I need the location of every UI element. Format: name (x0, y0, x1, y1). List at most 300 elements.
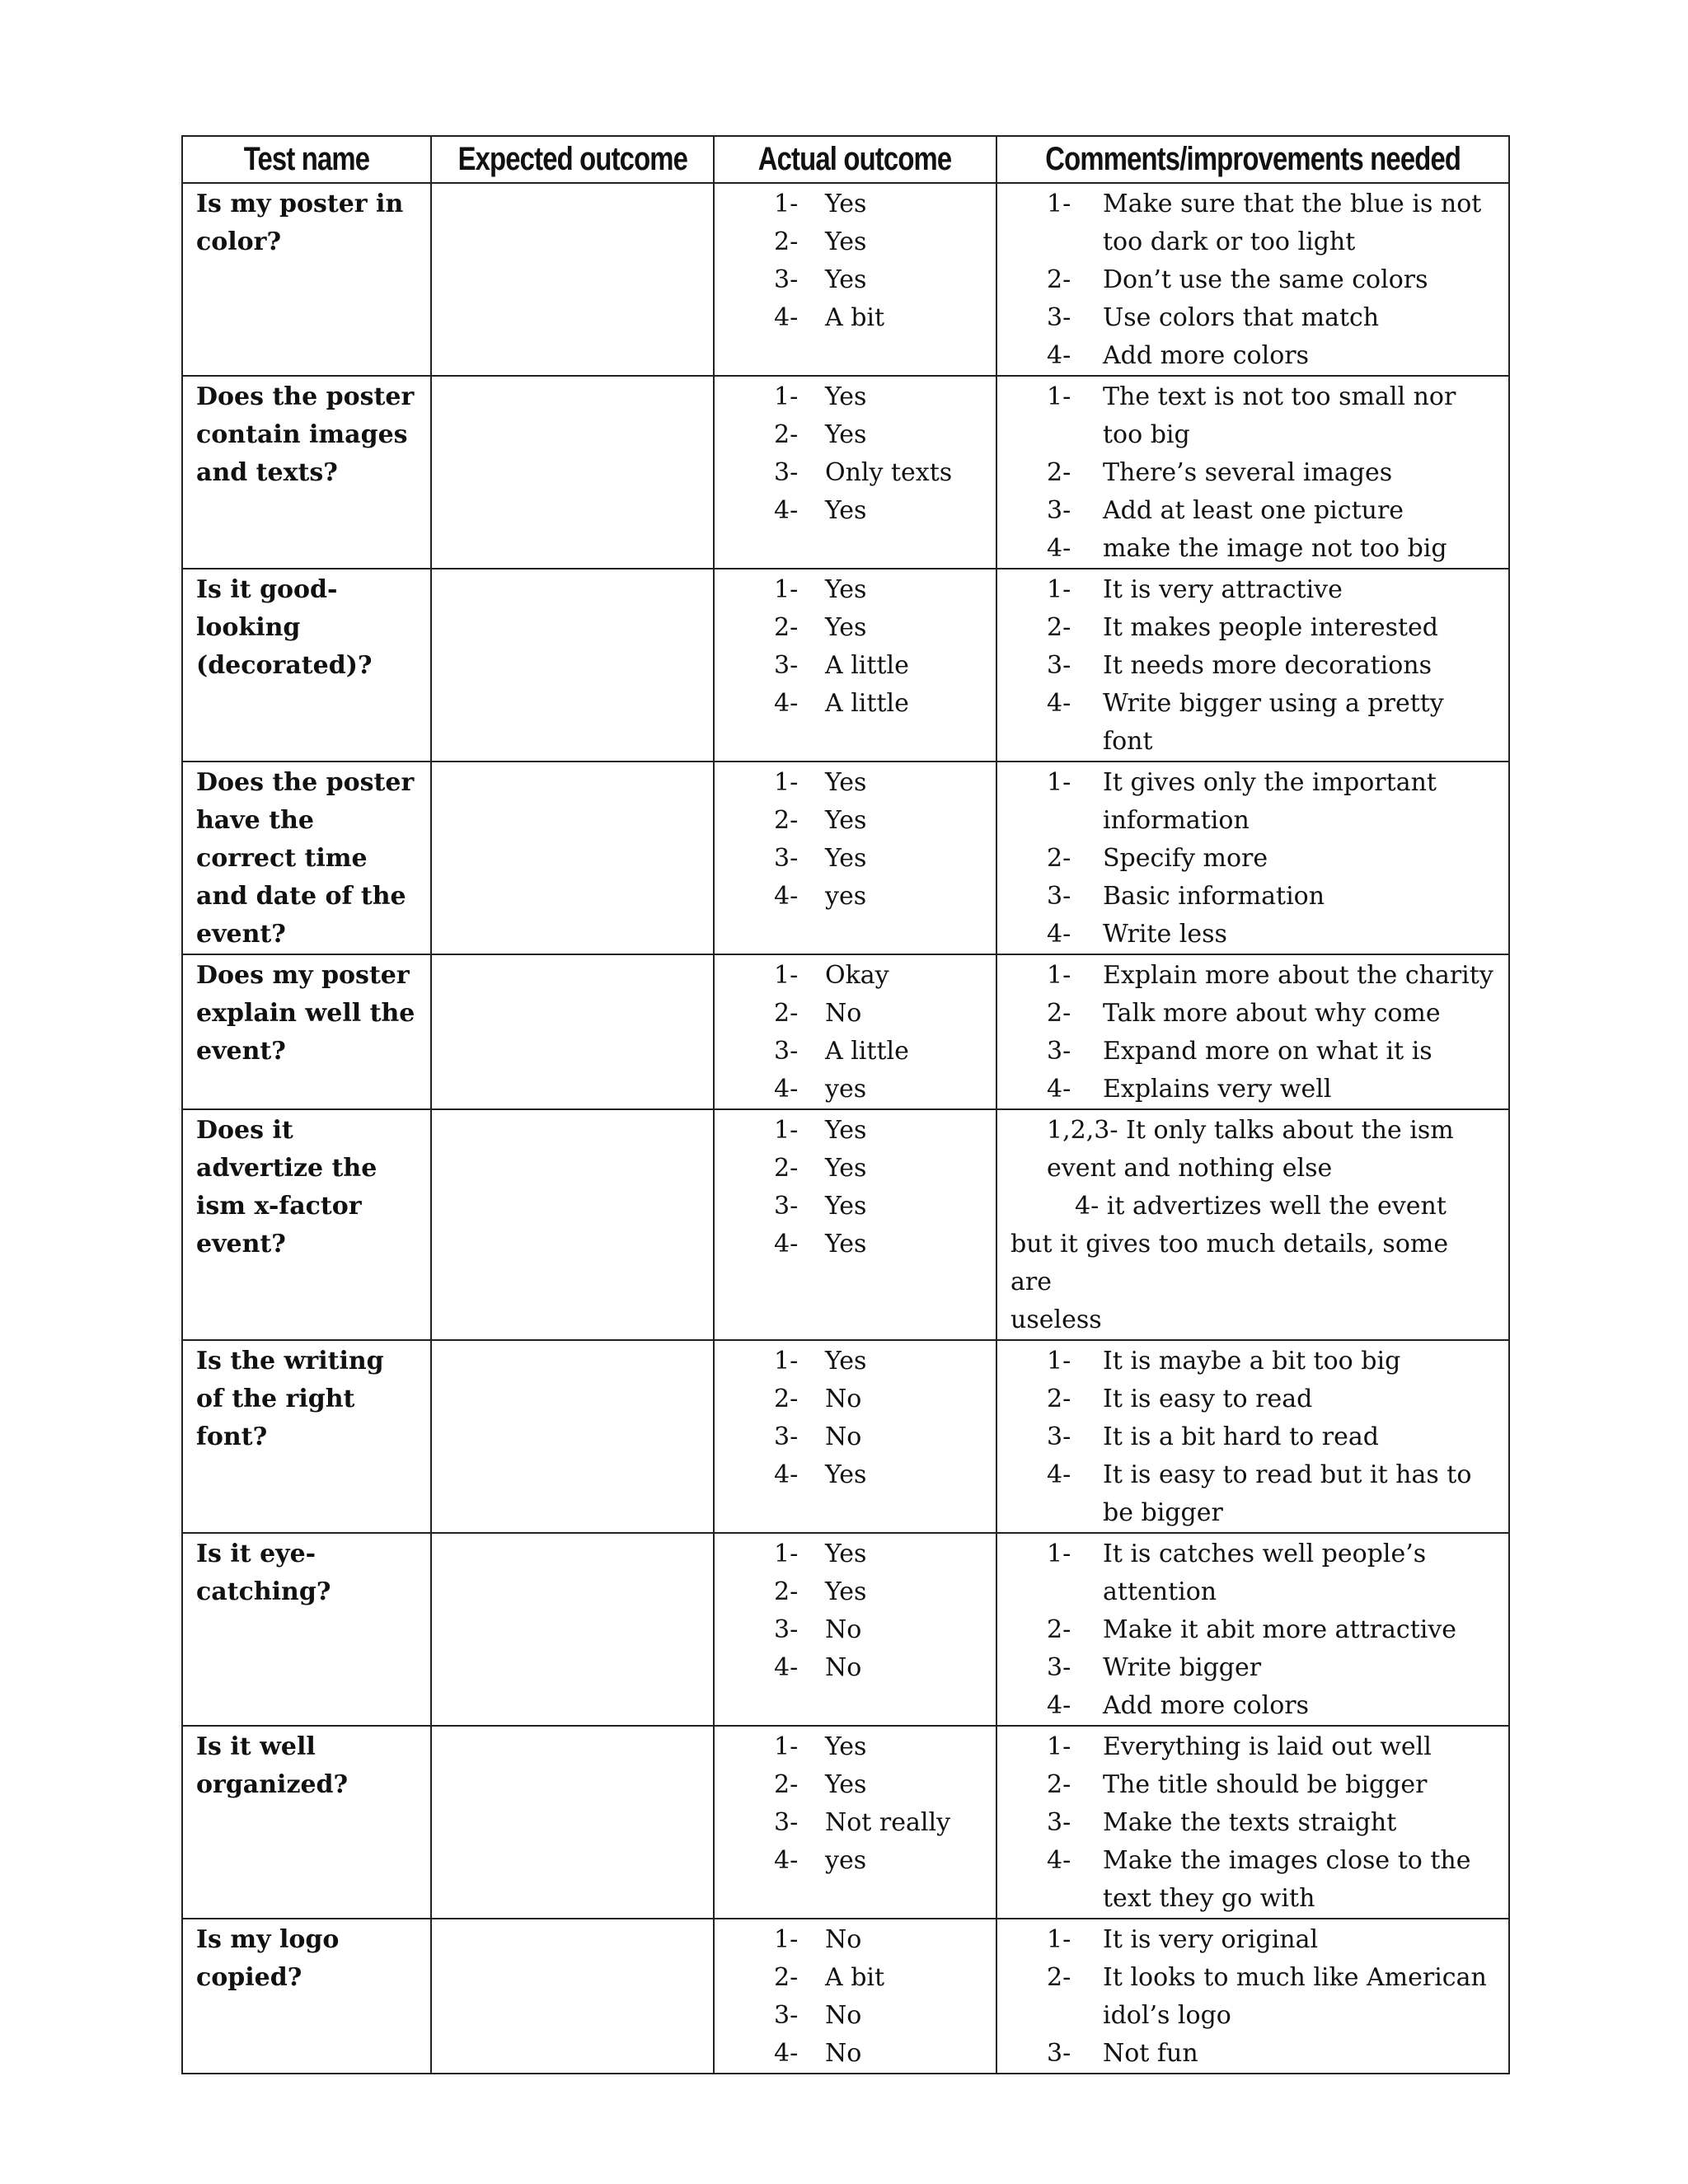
header-comments: Comments/improvements needed (996, 136, 1509, 183)
item-number: 1- (1047, 1540, 1071, 1568)
item-text: Yes (825, 420, 867, 449)
expected-outcome-cell (431, 1109, 714, 1340)
item-number: 4- (1047, 1460, 1071, 1489)
item-number: 4- (1047, 534, 1071, 563)
item-text: Talk more about why come (1103, 999, 1441, 1028)
comments-cell (996, 183, 1509, 376)
test-name-cell: Is my poster in color? (182, 183, 431, 376)
actual-outcome-cell (714, 762, 996, 954)
list-item (997, 261, 1493, 299)
item-number: 4- (1047, 920, 1071, 949)
actual-outcome-list (774, 957, 995, 1108)
list-item (774, 1804, 995, 1842)
item-number: 2- (1047, 1615, 1071, 1644)
item-number: 4- (774, 882, 799, 911)
list-item (774, 1343, 995, 1380)
item-number: 3- (774, 651, 799, 680)
table-row (182, 762, 1509, 954)
actual-outcome-list (774, 1535, 995, 1687)
list-item (774, 1959, 995, 1997)
table-row (182, 569, 1509, 762)
comment-line: 4- it advertizes well the event (1075, 1192, 1447, 1221)
list-item (774, 2035, 995, 2073)
item-text: No (825, 2001, 862, 2030)
item-text: Yes (825, 768, 867, 797)
list-item (997, 1418, 1493, 1456)
item-text: Write bigger using a pretty font (1103, 689, 1444, 756)
item-number: 1- (1047, 382, 1071, 411)
list-item (774, 1380, 995, 1418)
list-item (774, 1033, 995, 1071)
list-item (997, 1380, 1493, 1418)
item-number: 4- (1047, 341, 1071, 370)
item-number: 2- (774, 420, 799, 449)
list-item (997, 957, 1493, 995)
item-text: It is easy to read but it has to be bigger (1103, 1460, 1472, 1527)
list-item (997, 1959, 1493, 2035)
item-text: Everything is laid out well (1103, 1732, 1432, 1761)
list-item (997, 764, 1493, 840)
item-text: It needs more decorations (1103, 651, 1432, 680)
item-text: Basic information (1103, 882, 1325, 911)
item-text: A bit (825, 1963, 885, 1992)
test-results-table (181, 135, 1510, 2074)
list-item (774, 1071, 995, 1108)
item-text: Yes (825, 1732, 867, 1761)
item-text: Add at least one picture (1103, 496, 1404, 525)
item-text: Yes (825, 1577, 867, 1606)
item-number: 1- (774, 1732, 799, 1761)
table-row (182, 1533, 1509, 1726)
item-text: A little (825, 651, 909, 680)
table-row (182, 1919, 1509, 2074)
item-number: 3- (774, 844, 799, 873)
list-item (997, 1687, 1493, 1725)
expected-outcome-cell (431, 1533, 714, 1726)
item-number: 2- (1047, 999, 1071, 1028)
item-number: 3- (774, 1037, 799, 1066)
item-text: Yes (825, 1116, 867, 1145)
item-text: It is very attractive (1103, 575, 1343, 604)
list-item (997, 1611, 1493, 1649)
item-number: 2- (774, 1154, 799, 1183)
list-item (774, 840, 995, 878)
item-number: 2- (774, 227, 799, 256)
item-number: 2- (774, 806, 799, 835)
list-item (997, 571, 1493, 609)
item-text: There’s several images (1103, 458, 1393, 487)
comments-list (997, 1343, 1493, 1532)
item-text: Yes (825, 1230, 867, 1258)
test-name-cell: Is the writing of the right font? (182, 1340, 431, 1533)
comment-line: 1,2,3- It only talks about the ism (1047, 1116, 1454, 1145)
item-text: No (825, 2039, 862, 2068)
test-name-cell: Does the poster contain images and texts? (182, 376, 431, 569)
list-item (997, 1033, 1493, 1071)
list-item (997, 685, 1493, 761)
item-text: Yes (825, 382, 867, 411)
item-number: 1- (774, 575, 799, 604)
item-number: 1- (1047, 961, 1071, 990)
actual-outcome-list (774, 378, 995, 530)
expected-outcome-cell (431, 954, 714, 1109)
item-text: The text is not too small nor too big (1103, 382, 1456, 449)
expected-outcome-cell (431, 1340, 714, 1533)
list-item (774, 609, 995, 647)
list-item (997, 647, 1493, 685)
item-text: It gives only the important information (1103, 768, 1437, 835)
expected-outcome-cell (431, 376, 714, 569)
item-number: 3- (774, 1615, 799, 1644)
list-item (774, 878, 995, 916)
item-number: 4- (774, 1075, 799, 1104)
item-text: It is easy to read (1103, 1385, 1313, 1413)
comments-list (997, 1535, 1493, 1725)
actual-outcome-list (774, 571, 995, 723)
table-row (182, 183, 1509, 376)
actual-outcome-list (774, 1343, 995, 1494)
item-number: 1- (774, 1347, 799, 1376)
item-text: Explains very well (1103, 1075, 1332, 1104)
actual-outcome-cell (714, 1726, 996, 1919)
comments-cell (996, 376, 1509, 569)
list-item (997, 609, 1493, 647)
item-number: 3- (774, 1808, 799, 1837)
list-item (774, 1997, 995, 2035)
actual-outcome-cell (714, 569, 996, 762)
list-item (997, 1842, 1493, 1918)
item-number: 4- (774, 1653, 799, 1682)
comments-cell (996, 1533, 1509, 1726)
header-expected-outcome: Expected outcome (431, 136, 714, 183)
item-number: 1- (774, 190, 799, 218)
list-item (774, 1112, 995, 1150)
expected-outcome-cell (431, 1919, 714, 2074)
item-text: Expand more on what it is (1103, 1037, 1432, 1066)
comment-line: useless (1010, 1305, 1102, 1334)
list-item (997, 995, 1493, 1033)
header-row (182, 136, 1509, 183)
item-number: 3- (1047, 1037, 1071, 1066)
item-text: It is a bit hard to read (1103, 1422, 1379, 1451)
item-text: Yes (825, 265, 867, 294)
item-number: 2- (1047, 1385, 1071, 1413)
list-item (774, 1649, 995, 1687)
item-number: 2- (1047, 613, 1071, 642)
item-text: No (825, 1615, 862, 1644)
item-text: Yes (825, 1540, 867, 1568)
item-text: Use colors that match (1103, 303, 1380, 332)
item-number: 4- (774, 303, 799, 332)
item-number: 2- (1047, 265, 1071, 294)
comments-list (997, 1921, 1493, 2073)
item-text: Make the texts straight (1103, 1808, 1397, 1837)
comment-line: event and nothing else (1047, 1154, 1333, 1183)
item-number: 3- (1047, 1808, 1071, 1837)
item-number: 1- (1047, 1732, 1071, 1761)
item-number: 1- (1047, 190, 1071, 218)
list-item (774, 1456, 995, 1494)
item-text: yes (825, 1075, 867, 1104)
item-text: Don’t use the same colors (1103, 265, 1428, 294)
list-item (774, 802, 995, 840)
comments-cell (996, 954, 1509, 1109)
list-item (774, 185, 995, 223)
list-item (774, 1611, 995, 1649)
list-item (997, 1728, 1493, 1766)
comments-cell (996, 1340, 1509, 1533)
item-number: 3- (1047, 303, 1071, 332)
comments-cell (996, 1109, 1509, 1340)
item-text: Yes (825, 1460, 867, 1489)
item-text: It is catches well people’s attention (1103, 1540, 1427, 1606)
comments-list (997, 185, 1493, 375)
item-number: 2- (774, 1770, 799, 1799)
list-item (774, 995, 995, 1033)
item-text: Yes (825, 844, 867, 873)
item-text: Yes (825, 190, 867, 218)
list-item (774, 1921, 995, 1959)
test-name-cell: Is it eye-catching? (182, 1533, 431, 1726)
comments-list (997, 957, 1493, 1108)
item-text: Write less (1103, 920, 1227, 949)
list-item (997, 454, 1493, 492)
table-row (182, 1340, 1509, 1533)
item-text: yes (825, 882, 867, 911)
item-text: Not really (825, 1808, 951, 1837)
item-number: 4- (774, 1460, 799, 1489)
list-item (774, 454, 995, 492)
actual-outcome-list (774, 764, 995, 916)
list-item (997, 840, 1493, 878)
comment-line: but it gives too much details, some are (1010, 1230, 1449, 1296)
test-name-cell: Does it advertize the ism x-factor event? (182, 1109, 431, 1340)
item-number: 2- (1047, 458, 1071, 487)
item-number: 2- (774, 613, 799, 642)
item-text: Not fun (1103, 2039, 1198, 2068)
item-text: Add more colors (1103, 1691, 1310, 1720)
item-text: Yes (825, 1192, 867, 1221)
item-number: 3- (1047, 496, 1071, 525)
item-text: No (825, 999, 862, 1028)
item-text: It is very original (1103, 1925, 1319, 1954)
item-number: 2- (774, 1577, 799, 1606)
list-item (774, 1766, 995, 1804)
list-item (774, 492, 995, 530)
list-item (997, 878, 1493, 916)
item-text: A little (825, 1037, 909, 1066)
actual-outcome-cell (714, 954, 996, 1109)
list-item (774, 1728, 995, 1766)
list-item (774, 764, 995, 802)
item-text: Yes (825, 613, 867, 642)
item-text: Explain more about the charity (1103, 961, 1493, 990)
list-item (997, 1804, 1493, 1842)
item-number: 1- (1047, 575, 1071, 604)
list-item (997, 1921, 1493, 1959)
actual-outcome-cell (714, 183, 996, 376)
actual-outcome-cell (714, 1109, 996, 1340)
test-name-cell: Does my poster explain well the event? (182, 954, 431, 1109)
actual-outcome-list (774, 185, 995, 337)
item-text: No (825, 1653, 862, 1682)
list-item (997, 1071, 1493, 1108)
item-text: Okay (825, 961, 889, 990)
list-item (997, 1766, 1493, 1804)
header-actual-outcome: Actual outcome (714, 136, 996, 183)
item-text: No (825, 1385, 862, 1413)
item-text: It is maybe a bit too big (1103, 1347, 1401, 1376)
actual-outcome-list (774, 1728, 995, 1880)
actual-outcome-list (774, 1921, 995, 2073)
header-test-name: Test name (182, 136, 431, 183)
table-row (182, 1726, 1509, 1919)
item-number: 4- (1047, 1075, 1071, 1104)
test-name-cell: Is it good-looking (decorated)? (182, 569, 431, 762)
list-item (774, 685, 995, 723)
item-text: yes (825, 1846, 867, 1875)
test-name-cell: Is my logo copied? (182, 1919, 431, 2074)
item-text: Only texts (825, 458, 953, 487)
expected-outcome-cell (431, 569, 714, 762)
list-item (997, 1456, 1493, 1532)
item-text: Make sure that the blue is not too dark or too light (1103, 190, 1482, 256)
list-item (997, 299, 1493, 337)
list-item (774, 299, 995, 337)
list-item (997, 337, 1493, 375)
item-text: Make it abit more attractive (1103, 1615, 1457, 1644)
test-name-cell: Is it well organized? (182, 1726, 431, 1919)
item-text: Yes (825, 1770, 867, 1799)
table-row (182, 376, 1509, 569)
actual-outcome-list (774, 1112, 995, 1263)
comments-list (997, 378, 1493, 568)
comments-cell (996, 569, 1509, 762)
item-number: 4- (774, 689, 799, 718)
table-row (182, 1109, 1509, 1340)
item-number: 3- (774, 458, 799, 487)
item-text: make the image not too big (1103, 534, 1447, 563)
item-text: Add more colors (1103, 341, 1310, 370)
item-text: Make the images close to the text they go with (1103, 1846, 1471, 1913)
item-number: 1- (1047, 768, 1071, 797)
expected-outcome-cell (431, 183, 714, 376)
item-number: 2- (1047, 1963, 1071, 1992)
item-text: It makes people interested (1103, 613, 1438, 642)
list-item (774, 1188, 995, 1226)
table-row (182, 954, 1509, 1109)
item-number: 4- (1047, 1691, 1071, 1720)
item-number: 3- (1047, 1422, 1071, 1451)
item-number: 3- (774, 265, 799, 294)
item-text: A bit (825, 303, 885, 332)
item-number: 3- (1047, 651, 1071, 680)
list-item (774, 1150, 995, 1188)
list-item (774, 261, 995, 299)
item-number: 1- (774, 1540, 799, 1568)
item-text: Yes (825, 575, 867, 604)
item-text: Yes (825, 1347, 867, 1376)
list-item (997, 1535, 1493, 1611)
item-text: The title should be bigger (1103, 1770, 1428, 1799)
item-text: Yes (825, 496, 867, 525)
item-number: 4- (774, 1846, 799, 1875)
list-item (774, 223, 995, 261)
expected-outcome-cell (431, 1726, 714, 1919)
list-item (997, 185, 1493, 261)
item-number: 1- (774, 961, 799, 990)
comments-cell (996, 1919, 1509, 2074)
item-number: 3- (1047, 1653, 1071, 1682)
item-number: 3- (1047, 882, 1071, 911)
item-text: Specify more (1103, 844, 1268, 873)
actual-outcome-cell (714, 1919, 996, 2074)
item-number: 1- (1047, 1925, 1071, 1954)
item-text: Yes (825, 806, 867, 835)
item-number: 4- (774, 2039, 799, 2068)
item-number: 3- (774, 1422, 799, 1451)
item-number: 4- (1047, 689, 1071, 718)
item-number: 4- (774, 1230, 799, 1258)
item-text: Write bigger (1103, 1653, 1262, 1682)
actual-outcome-cell (714, 376, 996, 569)
item-number: 1- (774, 382, 799, 411)
item-number: 2- (774, 1963, 799, 1992)
actual-outcome-cell (714, 1533, 996, 1726)
item-number: 4- (774, 496, 799, 525)
item-number: 1- (1047, 1347, 1071, 1376)
list-item (774, 416, 995, 454)
list-item (774, 378, 995, 416)
list-item (997, 1649, 1493, 1687)
list-item (774, 1842, 995, 1880)
list-item (774, 1418, 995, 1456)
item-text: Yes (825, 1154, 867, 1183)
item-number: 3- (774, 2001, 799, 2030)
item-number: 1- (774, 768, 799, 797)
list-item (774, 1573, 995, 1611)
item-number: 2- (1047, 1770, 1071, 1799)
expected-outcome-cell (431, 762, 714, 954)
comments-list (997, 764, 1493, 954)
list-item (997, 530, 1493, 568)
comments-list (997, 1728, 1493, 1918)
item-number: 3- (1047, 2039, 1071, 2068)
item-number: 2- (774, 999, 799, 1028)
item-number: 4- (1047, 1846, 1071, 1875)
item-number: 1- (774, 1925, 799, 1954)
item-text: Yes (825, 227, 867, 256)
item-text: It looks to much like American idol’s logo (1103, 1963, 1487, 2030)
list-item (774, 647, 995, 685)
test-name-cell: Does the poster have the correct time and date of the event? (182, 762, 431, 954)
list-item (997, 2035, 1493, 2073)
list-item (997, 1343, 1493, 1380)
list-item (774, 957, 995, 995)
list-item (997, 492, 1493, 530)
actual-outcome-cell (714, 1340, 996, 1533)
list-item (997, 916, 1493, 954)
item-text: No (825, 1422, 862, 1451)
list-item (997, 378, 1493, 454)
item-text: No (825, 1925, 862, 1954)
list-item (774, 1226, 995, 1263)
item-number: 3- (774, 1192, 799, 1221)
item-number: 2- (774, 1385, 799, 1413)
item-number: 1- (774, 1116, 799, 1145)
comments-cell (996, 1726, 1509, 1919)
item-text: A little (825, 689, 909, 718)
